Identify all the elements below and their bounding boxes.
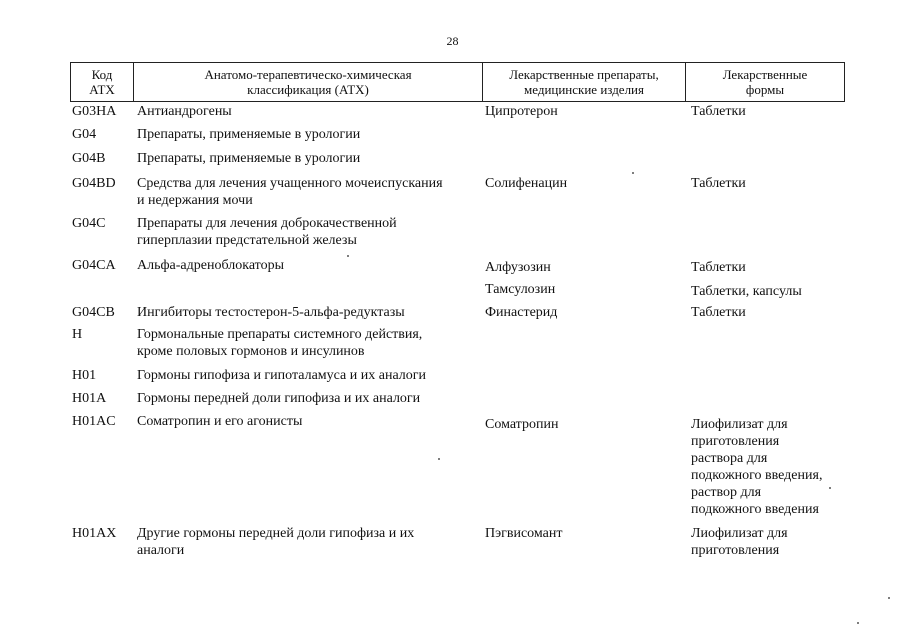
dosage-form: Лиофилизат для приготовления раствора для подкожного введения, раствор для подкожного введения <box>691 417 823 517</box>
atc-classification: Антиандрогены <box>137 104 232 119</box>
atc-code: G04B <box>72 151 106 166</box>
dosage-form: Таблетки, капсулы <box>691 284 802 299</box>
table-header <box>70 62 845 102</box>
atc-classification: Гормоны гипофиза и гипоталамуса и их аналоги <box>137 368 427 383</box>
header-classification: Анатомо-терапевтическо-химическая классификация (АТХ) <box>204 67 412 97</box>
atc-code: H01AX <box>72 526 117 541</box>
atc-code: G04CB <box>72 305 115 320</box>
atc-code: G04 <box>72 127 97 142</box>
atc-code: H01AC <box>72 414 116 429</box>
atc-classification: Препараты для лечения доброкачественной гиперплазии предстательной железы <box>137 216 397 248</box>
atc-classification: Альфа-адреноблокаторы <box>137 258 285 273</box>
atc-code: G04CA <box>72 258 116 273</box>
dosage-form: Таблетки <box>691 176 746 191</box>
scan-speck <box>347 255 349 257</box>
atc-classification: Препараты, применяемые в урологии <box>137 151 361 166</box>
atc-code: G04BD <box>72 176 116 191</box>
atc-code: H01A <box>72 391 107 406</box>
scan-speck <box>829 487 831 489</box>
scan-speck <box>438 458 440 460</box>
atc-classification: Другие гормоны передней доли гипофиза и их аналоги <box>137 526 415 558</box>
atc-code: G03HA <box>72 104 117 119</box>
scan-speck <box>857 622 859 624</box>
scan-speck <box>632 172 634 174</box>
atc-code: H01 <box>72 368 97 383</box>
drug-name: Тамсулозин <box>485 282 556 297</box>
drug-name: Пэгвисомант <box>485 526 563 541</box>
atc-classification: Гормональные препараты системного действия, кроме половых гормонов и инсулинов <box>137 327 423 359</box>
atc-classification: Средства для лечения учащенного мочеиспускания и недержания мочи <box>137 176 443 208</box>
header-drugs: Лекарственные препараты, медицинские изделия <box>509 67 659 97</box>
atc-code: G04C <box>72 216 106 231</box>
dosage-form: Таблетки <box>691 260 746 275</box>
drug-name: Ципротерон <box>485 104 558 119</box>
atc-code: H <box>72 327 83 342</box>
atc-classification: Соматропин и его агонисты <box>137 414 303 429</box>
atc-classification: Ингибиторы тестостерон-5-альфа-редуктазы <box>137 305 405 320</box>
dosage-form: Таблетки <box>691 104 746 119</box>
atc-classification: Препараты, применяемые в урологии <box>137 127 361 142</box>
drug-name: Алфузозин <box>485 260 551 275</box>
header-code: Код АТХ <box>89 67 115 97</box>
page-number: 28 <box>446 34 459 48</box>
header-forms: Лекарственные формы <box>722 67 808 97</box>
dosage-form: Лиофилизат для приготовления <box>691 526 788 558</box>
atc-classification: Гормоны передней доли гипофиза и их аналоги <box>137 391 421 406</box>
drug-name: Финастерид <box>485 305 558 320</box>
drug-name: Солифенацин <box>485 176 568 191</box>
drug-name: Соматропин <box>485 417 559 432</box>
dosage-form: Таблетки <box>691 305 746 320</box>
scan-speck <box>888 597 890 599</box>
